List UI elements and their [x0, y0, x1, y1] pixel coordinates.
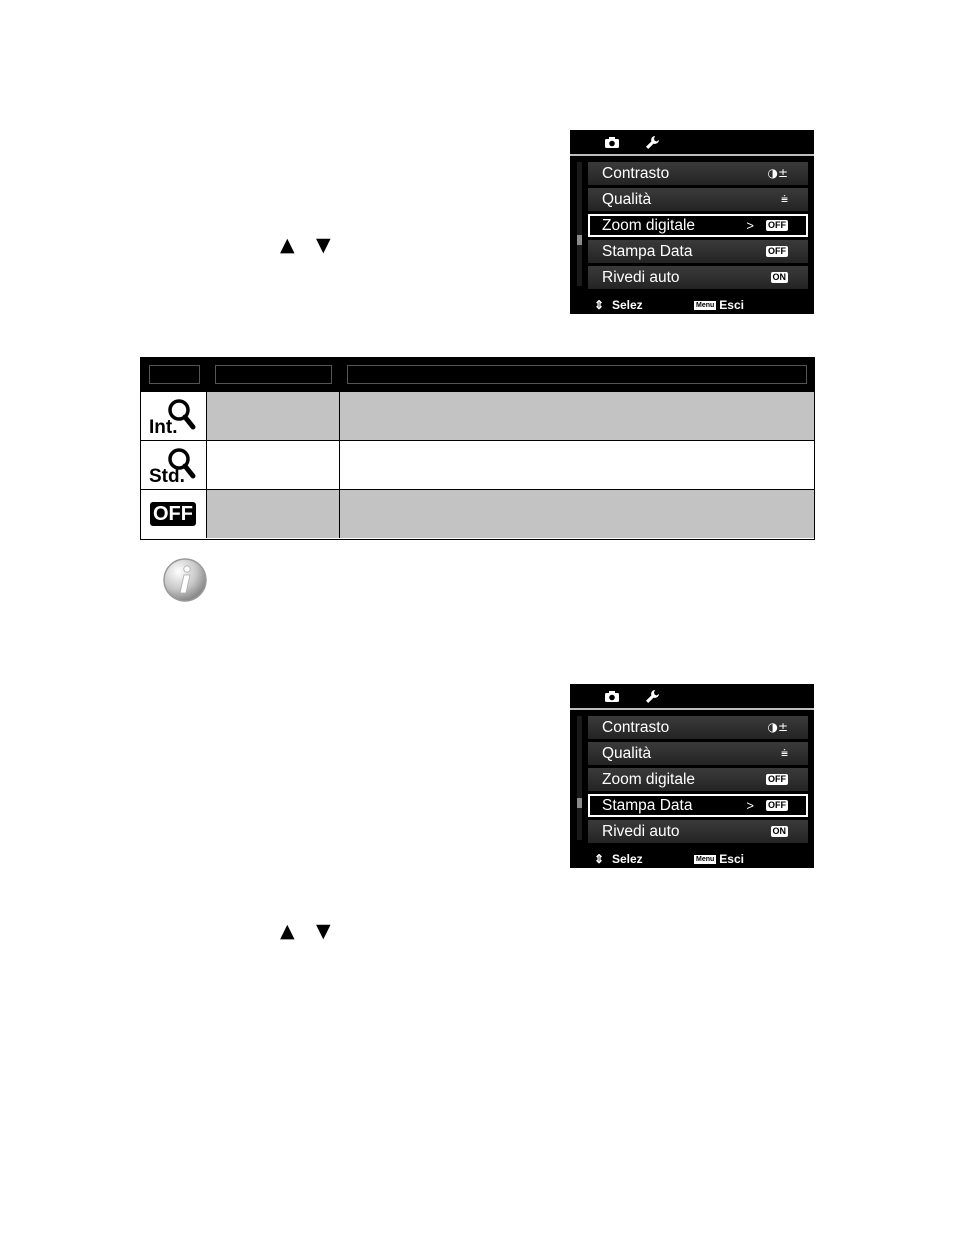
camera-icon[interactable]: [604, 136, 620, 149]
table-row: [141, 440, 814, 489]
standard-zoom-icon: [147, 445, 199, 485]
menu-item-label: Rivedi auto: [602, 269, 680, 286]
off-icon: OFF: [150, 502, 196, 526]
quality-icon: ⩧: [780, 192, 788, 206]
down-arrow-icon: ▼: [316, 920, 331, 942]
menu-item-label: Qualità: [602, 745, 652, 762]
value-badge: OFF: [768, 774, 786, 784]
up-arrow-icon: ▲: [280, 234, 295, 256]
menu-item-stampa-data[interactable]: [588, 240, 808, 263]
camera-menu-screen-1: [570, 130, 814, 314]
intelligent-zoom-icon: [147, 396, 199, 436]
name-cell: [207, 490, 340, 538]
menu-item-label: Stampa Data: [602, 797, 693, 814]
menu-item-stampa-data[interactable]: [588, 794, 808, 817]
menu-item-label: Contrasto: [602, 165, 670, 182]
menu-item-zoom-digitale[interactable]: [588, 214, 808, 237]
exit-hint: [694, 296, 744, 314]
menu-item-label: Qualità: [602, 191, 652, 208]
menu-item-qualita[interactable]: [588, 188, 808, 211]
options-table: [140, 357, 815, 540]
menu-button-icon: Menu: [696, 856, 715, 864]
exit-label: Esci: [719, 852, 744, 866]
up-arrow-icon: ▲: [280, 920, 295, 942]
value-badge: OFF: [768, 800, 786, 810]
camera-menu-screen-2: [570, 684, 814, 868]
menu-item-rivedi-auto[interactable]: [588, 266, 808, 289]
header-cell-icon: [149, 365, 200, 384]
down-arrow-icon: ▼: [316, 234, 331, 256]
svg-text:Int.: Int.: [149, 417, 178, 436]
contrast-icon: ◑±: [767, 720, 788, 734]
camera-icon[interactable]: [604, 690, 620, 703]
wrench-icon[interactable]: [645, 689, 660, 704]
svg-text:Std.: Std.: [149, 466, 185, 485]
menu-item-label: Zoom digitale: [602, 771, 696, 788]
value-badge: ON: [772, 272, 786, 282]
exit-hint: [694, 850, 744, 868]
menu-tabs: [570, 130, 814, 154]
navigation-arrows-icon: ⇕: [594, 298, 605, 312]
value-badge: OFF: [768, 246, 786, 256]
menu-tabs: [570, 684, 814, 708]
table-row: [141, 489, 814, 538]
menu-item-label: Rivedi auto: [602, 823, 680, 840]
select-hint: Selez: [612, 852, 643, 866]
info-icon: [162, 557, 208, 603]
menu-footer: [570, 850, 814, 868]
menu-footer: [570, 296, 814, 314]
menu-item-contrasto[interactable]: [588, 162, 808, 185]
icon-cell: [141, 392, 207, 440]
wrench-icon[interactable]: [645, 135, 660, 150]
table-row: [141, 391, 814, 440]
exit-label: Esci: [719, 298, 744, 312]
chevron-right-icon: >: [746, 798, 754, 813]
name-cell: [207, 392, 340, 440]
menu-item-zoom-digitale[interactable]: [588, 768, 808, 791]
scrollbar-thumb[interactable]: [577, 798, 582, 808]
scrollbar-thumb[interactable]: [577, 235, 582, 245]
menu-item-label: Stampa Data: [602, 243, 693, 260]
icon-cell: [141, 441, 207, 489]
header-cell-name: [215, 365, 332, 384]
icon-cell: [141, 490, 207, 538]
chevron-right-icon: >: [746, 218, 754, 233]
menu-item-contrasto[interactable]: [588, 716, 808, 739]
menu-item-label: Zoom digitale: [602, 217, 696, 234]
select-hint: Selez: [612, 298, 643, 312]
scrollbar[interactable]: [577, 716, 582, 840]
quality-icon: ⩧: [780, 746, 788, 760]
header-cell-description: [347, 365, 807, 384]
table-header: [141, 358, 814, 391]
name-cell: [207, 441, 340, 489]
contrast-icon: ◑±: [767, 166, 788, 180]
menu-item-rivedi-auto[interactable]: [588, 820, 808, 843]
scrollbar[interactable]: [577, 162, 582, 286]
navigation-arrows-icon: ⇕: [594, 852, 605, 866]
menu-item-label: Contrasto: [602, 719, 670, 736]
value-badge: OFF: [768, 220, 786, 230]
value-badge: ON: [772, 826, 786, 836]
menu-item-qualita[interactable]: [588, 742, 808, 765]
menu-button-icon: Menu: [696, 302, 715, 310]
